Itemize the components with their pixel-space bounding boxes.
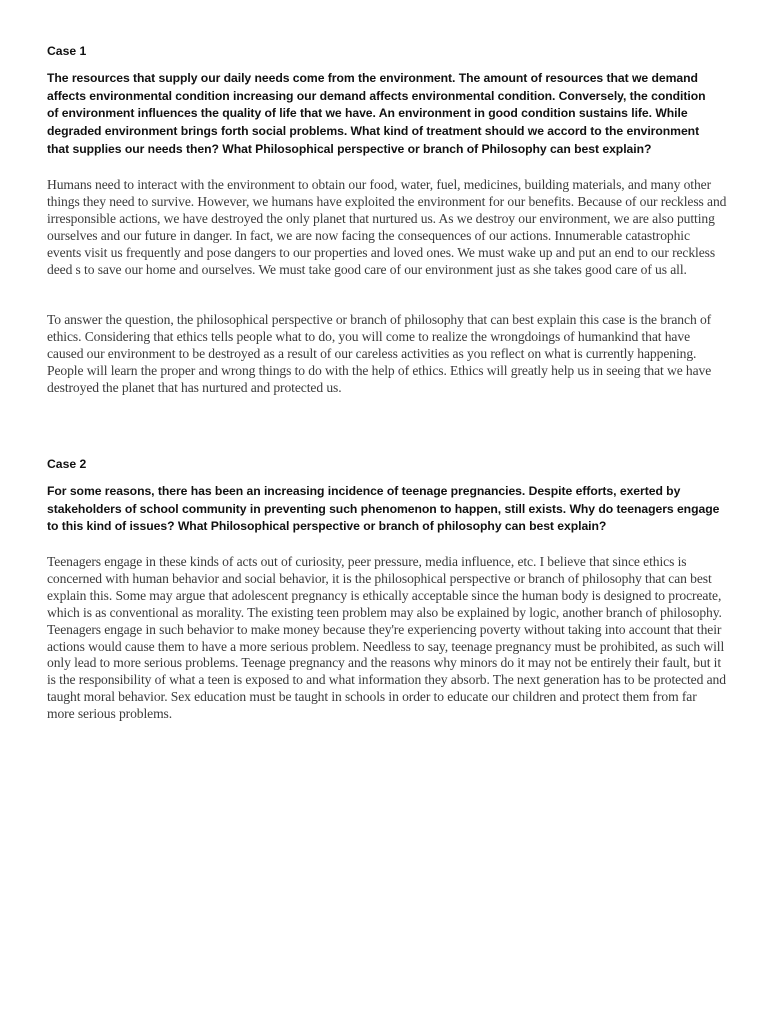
case1-heading: Case 1 — [47, 44, 87, 58]
case2-heading: Case 2 — [47, 457, 87, 471]
case1-question: The resources that supply our daily needs come from the environment. The amount of resources that we demand affects environmental condition increasing our demand affects environmental condition. Conversely, the condition of environment influences the quality of life that we have. An environment in good condition sustains life. While degraded environment brings forth social problems. What kind of treatment should we accord to the environment that supplies our needs then? What Philosophical perspective or branch of Philosophy can best explain? — [47, 71, 706, 156]
case2-question: For some reasons, there has been an increasing incidence of teenage pregnancies. Despite efforts, exerted by stakeholders of school community in preventing such phenomenon to happen, still exists. Why do teenagers engage to this kind of issues? What Philosophical perspective or branch of philosophy can best explain? — [47, 484, 720, 534]
case2-answer-paragraph: Teenagers engage in these kinds of acts out of curiosity, peer pressure, media influence, etc. I believe that since ethics is concerned with human behavior and social behavior, it is the philosophical perspective or branch of philosophy that can best explain this. Some may argue that adolescent pregnancy is ethically acceptable since the human body is designed to procreate, which is as conventional as morality. The existing teen problem may also be explained by logic, another branch of philosophy. Teenagers engage in such behavior to make money because they're experiencing poverty without taking into account that their actions would cause them to have a more serious problem. Needless to say, teenage pregnancy must be prohibited, as such will only lead to more serious problems. Teenage pregnancy and the reasons why minors do it may not be entirely their fault, but it is the responsibility of what a teen is exposed to and what information they absorb. The next generation has to be protected and taught moral behavior. Sex education must be taught in schools in order to educate our children and protect them from far more serious problems. — [47, 554, 726, 722]
case1-answer-paragraph: To answer the question, the philosophical perspective or branch of philosophy that can best explain this case is the branch of ethics. Considering that ethics tells people what to do, you will come to realize the wrongdoings of humankind that have caused our environment to be destroyed as a result of our careless activities as you reflect on what is currently happening. People will learn the proper and wrong things to do with the help of ethics. Ethics will greatly help us in seeing that we have destroyed the planet that has nurtured and protected us. — [47, 312, 712, 395]
case1-answer-paragraph: Humans need to interact with the environment to obtain our food, water, fuel, medicines, building materials, and many other things they need to survive. However, we humans have exploited the environment for our benefits. Because of our reckless and irresponsible actions, we have destroyed the only planet that nurtured us. As we destroy our environment, we are also putting ourselves and our future in danger. In fact, we are now facing the consequences of our actions. Innumerable catastrophic events visit us frequently and pose dangers to our properties and loved ones. We must wake up and put an end to our reckless deed s to save our home and ourselves. We must take good care of our environment just as she takes good care of us all. — [47, 177, 727, 277]
